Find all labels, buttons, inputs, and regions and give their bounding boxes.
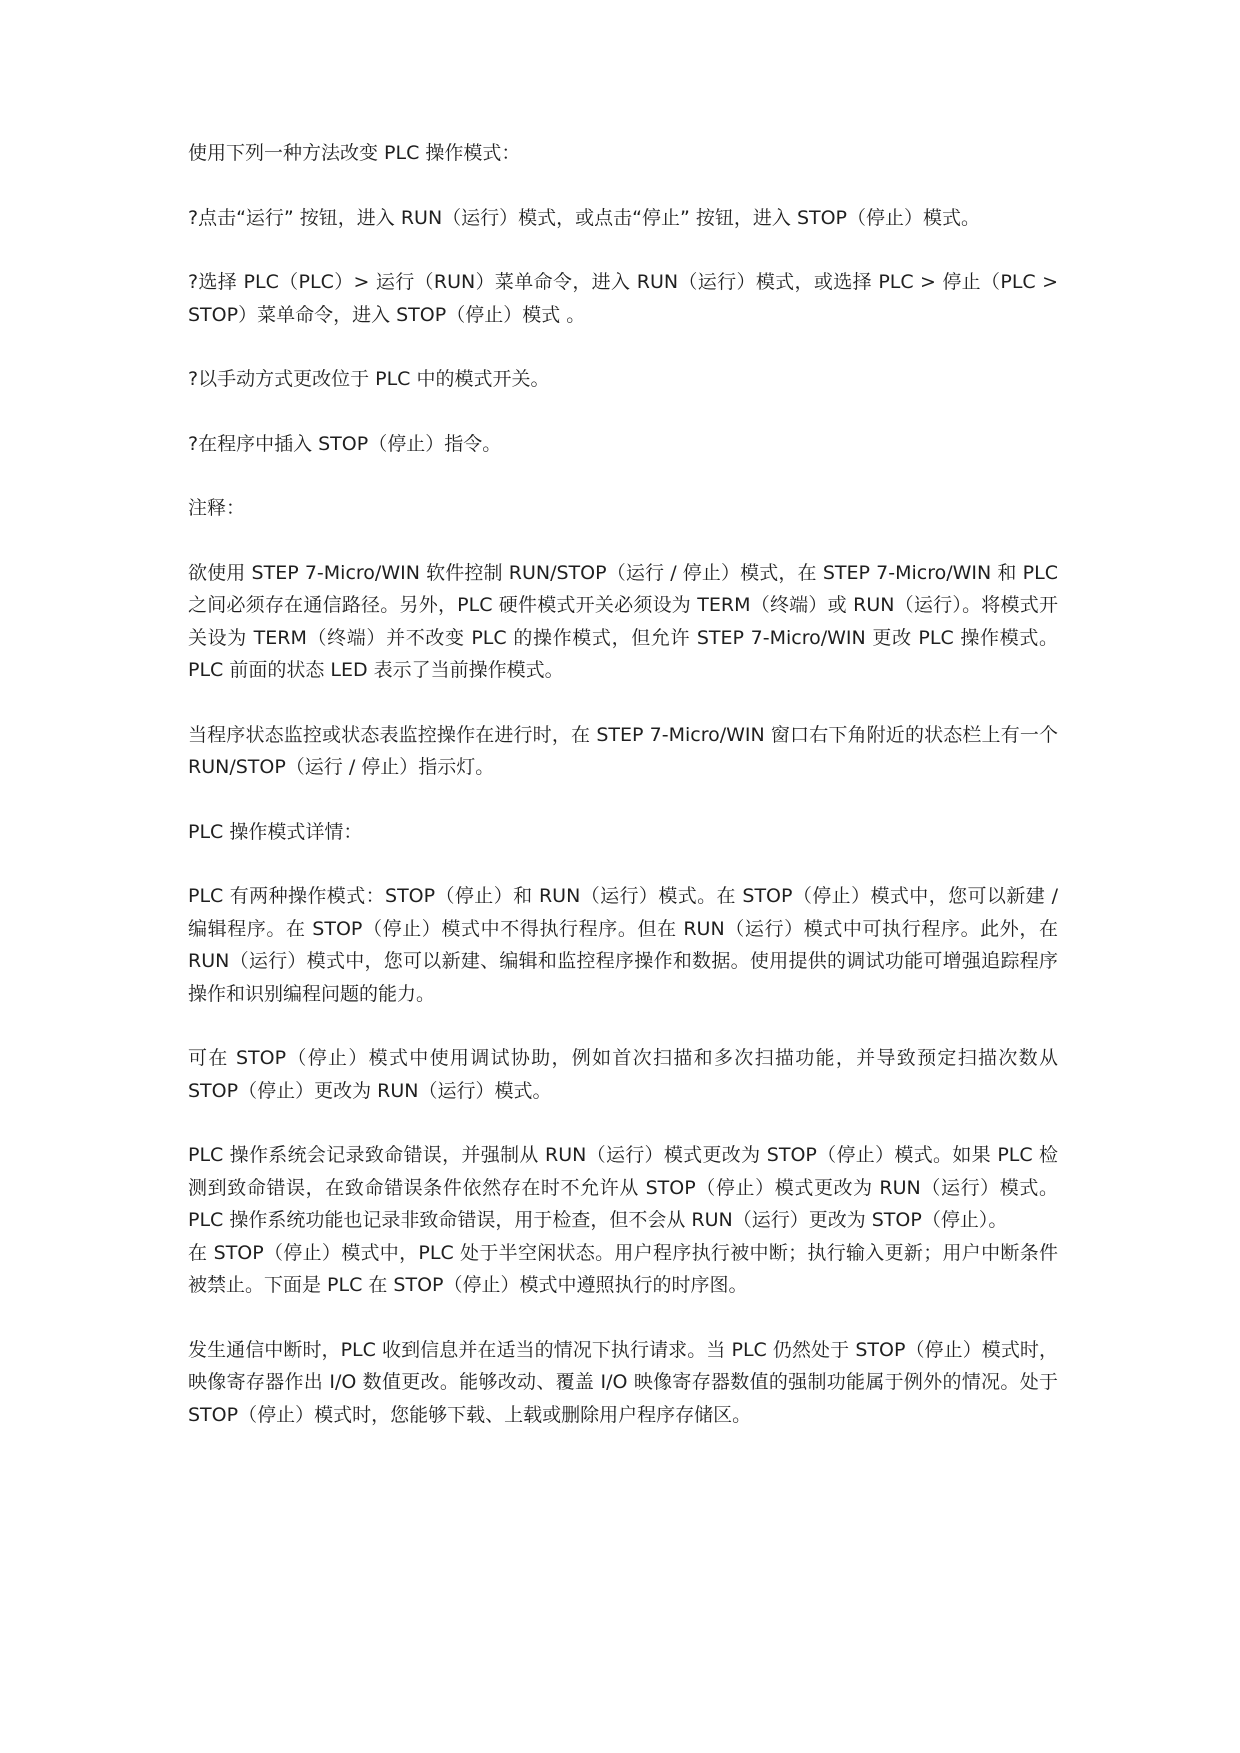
details-heading: PLC 操作模式详情： (188, 820, 363, 843)
fatal-error-paragraph: PLC 操作系统会记录致命错误，并强制从 RUN（运行）模式更改为 STOP（停止）模式。如果 PLC 检测到致命错误，在致命错误条件依然存在时不允许从 STOP（停止）模式更改为 RUN（运行）模式。PLC 操作系统功能也记录非致命错误，用于检查，但不会从 RUN（运行）更改为 STOP（停止）。 (188, 1144, 1058, 1231)
note-paragraph: 欲使用 STEP 7-Micro/WIN 软件控制 RUN/STOP（运行 / 停止）模式，在 STEP 7-Micro/WIN 和 PLC 之间必须存在通信路径。另外，PLC 硬件模式开关必须设为 TERM（终端）或 RUN（运行）。将模式开关设为 TERM（终端）并不改变 PLC 的操作模式，但允许 STEP 7-Micro/WIN 更改 PLC 操作模式。PLC 前面的状态 LED 表示了当前操作模式。 (188, 561, 1058, 681)
communication-paragraph: 发生通信中断时，PLC 收到信息并在适当的情况下执行请求。当 PLC 仍然处于 STOP（停止）模式时，映像寄存器作出 I/O 数值更改。能够改动、覆盖 I/O 映像寄存器数值的强制功能属于例外的情况。处于 STOP（停止）模式时，您能够下载、上载或删除用户程序存储区。 (188, 1338, 1058, 1426)
document-page (188, 137, 1058, 1431)
note-heading: 注释： (188, 497, 246, 519)
method-stop-instruction: ?在程序中插入 STOP（停止）指令。 (188, 432, 502, 455)
method-mode-switch: ?以手动方式更改位于 PLC 中的模式开关。 (188, 368, 550, 390)
method-run-stop-buttons: ?点击“运行” 按钮，进入 RUN（运行）模式，或点击“停止” 按钮，进入 STOP（停止）模式。 (188, 206, 981, 229)
status-indicator-paragraph: 当程序状态监控或状态表监控操作在进行时，在 STEP 7-Micro/WIN 窗口右下角附近的状态栏上有一个 RUN/STOP（运行 / 停止）指示灯。 (188, 723, 1058, 778)
modes-paragraph: PLC 有两种操作模式：STOP（停止）和 RUN（运行）模式。在 STOP（停止）模式中，您可以新建 / 编辑程序。在 STOP（停止）模式中不得执行程序。但在 RUN（运行）模式中可执行程序。此外，在 RUN（运行）模式中，您可以新建、编辑和监控程序操作和数据。使用提供的调试功能可增强追踪程序操作和识别编程问题的能力。 (188, 885, 1058, 1005)
stop-mode-paragraph: 在 STOP（停止）模式中，PLC 处于半空闲状态。用户程序执行被中断；执行输入更新；用户中断条件被禁止。下面是 PLC 在 STOP（停止）模式中遵照执行的时序图。 (188, 1241, 1058, 1296)
method-menu-command: ?选择 PLC（PLC）> 运行（RUN）菜单命令，进入 RUN（运行）模式，或选择 PLC > 停止（PLC > STOP）菜单命令，进入 STOP（停止）模式 。 (188, 271, 1058, 326)
intro-paragraph: 使用下列一种方法改变 PLC 操作模式： (188, 142, 521, 164)
debug-paragraph: 可在 STOP（停止）模式中使用调试协助，例如首次扫描和多次扫描功能，并导致预定扫描次数从 STOP（停止）更改为 RUN（运行）模式。 (188, 1047, 1058, 1102)
